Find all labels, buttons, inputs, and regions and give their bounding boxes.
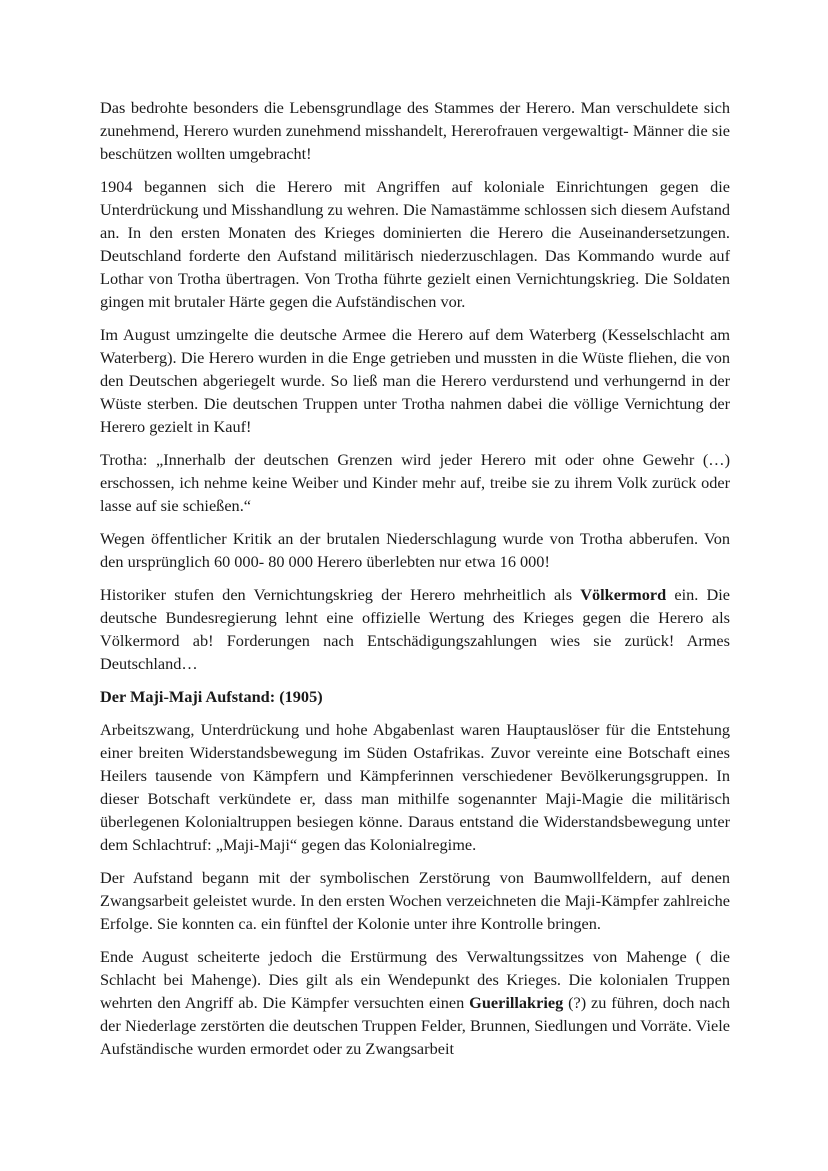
text-segment: Das bedrohte besonders die Lebensgrundlage des Stammes der Herero. Man verschuldete sich zunehmend, Herero wurden zunehmend misshandelt, Hererofrauen vergewaltigt- Männer die sie beschützen wollten umgebracht! [100, 98, 730, 163]
paragraph-uprising-start [100, 866, 730, 935]
text-segment: Ende August scheiterte jedoch die Erstürmung des Verwaltungssitzes von Mahenge ( die Schlacht bei Mahenge). Dies gilt als ein Wendepunkt des Krieges. Die kolonialen Truppen wehrten den Angriff ab. Die Kämpfer versuchten einen [100, 947, 730, 1012]
text-segment: 1904 begannen sich die Herero mit Angriffen auf koloniale Einrichtungen gegen die Unterdrückung und Misshandlung zu wehren. Die Namastämme schlossen sich diesem Aufstand an. In den ersten Monaten des Krieges dominierten die Herero die Auseinandersetzungen. Deutschland forderte den Aufstand militärisch niederzuschlagen. Das Kommando wurde auf Lothar von Trotha übertragen. Von Trotha führte gezielt einen Vernichtungskrieg. Die Soldaten gingen mit brutaler Härte gegen die Aufständischen vor. [100, 177, 730, 311]
paragraph-uprising-1904 [100, 175, 730, 313]
text-segment: Trotha: „Innerhalb der deutschen Grenzen wird jeder Herero mit oder ohne Gewehr (…) erschossen, ich nehme keine Weiber und Kinder mehr auf, treibe sie zu ihrem Volk zurück oder lasse auf sie schießen.“ [100, 450, 730, 515]
text-segment: Im August umzingelte die deutsche Armee die Herero auf dem Waterberg (Kesselschlacht am Waterberg). Die Herero wurden in die Enge getrieben und mussten in die Wüste fliehen, die von den Deutschen abgeriegelt wurde. So ließ man die Herero verdurstend und verhungernd in der Wüste sterben. Die deutschen Truppen unter Trotha nahmen dabei die völlige Vernichtung der Herero gezielt in Kauf! [100, 325, 730, 436]
paragraph-resistance-origin [100, 718, 730, 856]
text-segment: Wegen öffentlicher Kritik an der brutalen Niederschlagung wurde von Trotha abberufen. Von den ursprünglich 60 000- 80 000 Herero überlebten nur etwa 16 000! [100, 529, 730, 571]
text-segment: Arbeitszwang, Unterdrückung und hohe Abgabenlast waren Hauptauslöser für die Entstehung einer breiten Widerstandsbewegung im Süden Ostafrikas. Zuvor vereinte eine Botschaft eines Heilers tausende von Kämpfern und Kämpferinnen verschiedener Bevölkerungsgruppen. In dieser Botschaft verkündete er, dass man mithilfe sogenannter Maji-Magie die militärisch überlegenen Kolonialtruppen besiegen könne. Daraus entstand die Widerstandsbewegung unter dem Schlachtruf: „Maji-Maji“ gegen das Kolonialregime. [100, 720, 730, 854]
section-maji-maji [100, 718, 730, 1060]
text-segment: (?) zu führen, doch nach der Niederlage zerstörten die deutschen Truppen Felder, Brunnen, Siedlungen und Vorräte. Viele Aufständische wurden ermordet oder zu Zwangsarbeit [100, 993, 730, 1058]
paragraph-waterberg [100, 323, 730, 438]
text-segment: Der Aufstand begann mit der symbolischen Zerstörung von Baumwollfeldern, auf denen Zwangsarbeit geleistet wurde. In den ersten Wochen verzeichneten die Maji-Kämpfer zahlreiche Erfolge. Sie konnten ca. ein fünftel der Kolonie unter ihre Kontrolle bringen. [100, 868, 730, 933]
text-segment: ein. Die deutsche Bundesregierung lehnt eine offizielle Wertung des Krieges gegen die Herero als Völkermord ab! Forderungen nach Entschädigungszahlungen wies sie zurück! Armes Deutschland… [100, 585, 730, 673]
bold-term-guerillakrieg: Guerillakrieg [469, 993, 564, 1012]
text-segment: Historiker stufen den Vernichtungskrieg der Herero mehrheitlich als [100, 585, 581, 604]
section-herero [100, 96, 730, 675]
paragraph-herero-threat [100, 96, 730, 165]
paragraph-recall [100, 527, 730, 573]
bold-term-voelkermord: Völkermord [580, 585, 667, 604]
paragraph-trotha-quote [100, 448, 730, 517]
paragraph-mahenge [100, 945, 730, 1060]
section-heading-maji-maji: Der Maji-Maji Aufstand: (1905) [100, 687, 323, 706]
paragraph-genocide [100, 583, 730, 675]
